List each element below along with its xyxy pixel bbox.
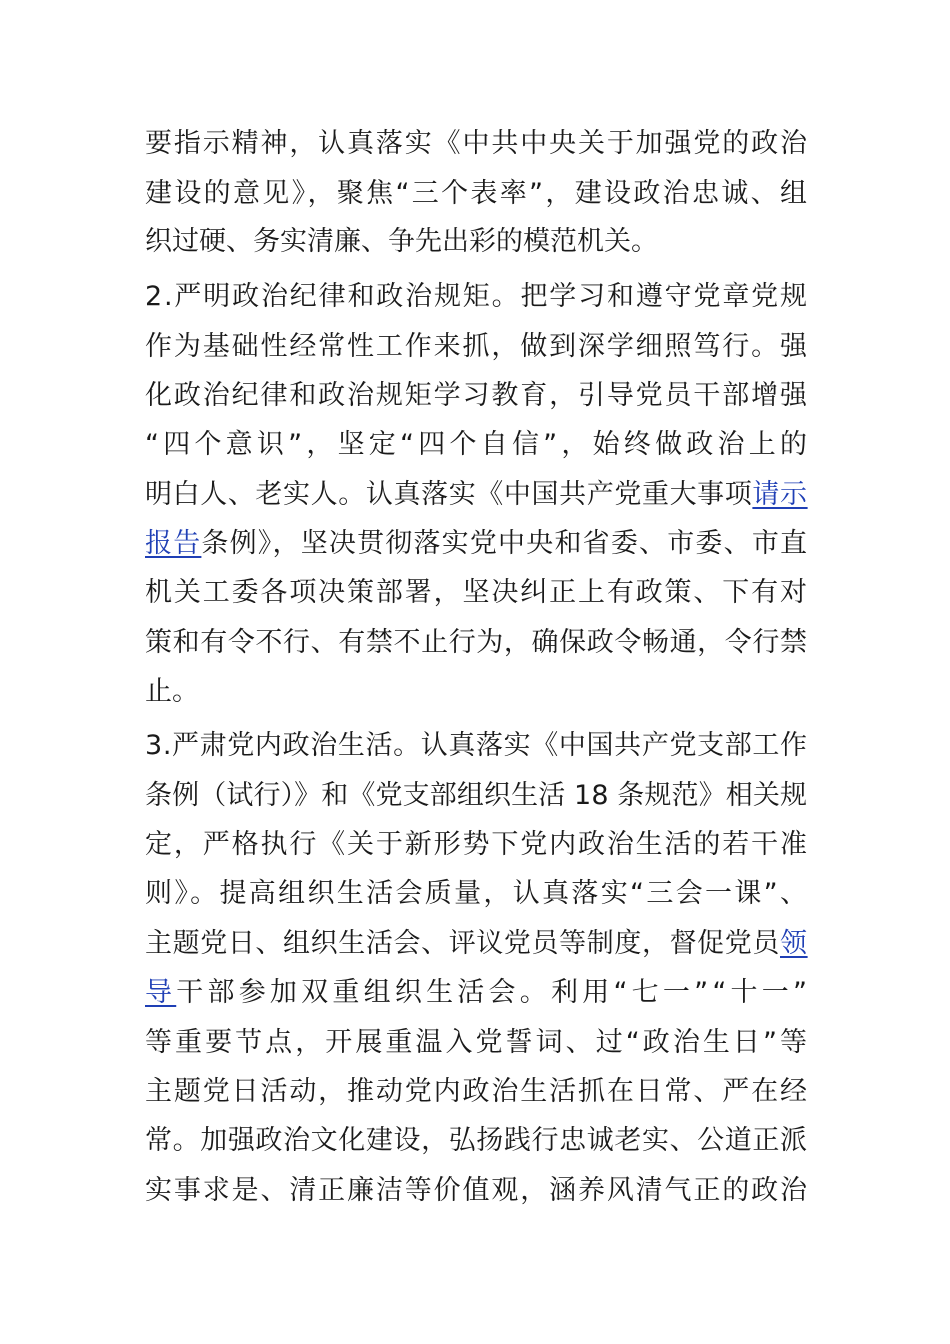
text-line bbox=[145, 573, 807, 613]
text-segment: 3.严肃党内政治生活。认真落实《中国共产党支部工作 bbox=[145, 730, 808, 761]
hyperlink[interactable]: 报告 bbox=[145, 528, 202, 559]
text-segment: 机关工委各项决策部署，坚决纠正上有政策、下有对 bbox=[145, 577, 809, 608]
text-segment: 策和有令不行、有禁不止行为，确保政令畅通，令行禁 bbox=[145, 627, 808, 658]
text-segment: 等重要节点，开展重温入党誓词、过“政治生日”等 bbox=[145, 1027, 811, 1058]
text-line bbox=[145, 376, 807, 416]
hyperlink[interactable]: 请示 bbox=[752, 479, 808, 510]
text-segment: 主题党日、组织生活会、评议党员等制度，督促党员 bbox=[145, 928, 780, 959]
text-segment: 2.严明政治纪律和政治规矩。把学习和遵守党章党规 bbox=[145, 281, 809, 312]
text-segment: 则》。提高组织生活会质量，认真落实“三会一课”、 bbox=[145, 878, 810, 909]
text-line bbox=[145, 1072, 807, 1112]
text-line bbox=[145, 776, 807, 816]
text-segment: 作为基础性经常性工作来抓，做到深学细照笃行。强 bbox=[145, 331, 809, 362]
text-segment: 明白人、老实人。认真落实《中国共产党重大事项 bbox=[145, 479, 753, 510]
text-segment: 化政治纪律和政治规矩学习教育，引导党员干部增强 bbox=[145, 380, 809, 411]
text-line bbox=[145, 672, 807, 712]
text-line bbox=[145, 327, 807, 367]
text-line bbox=[145, 1121, 807, 1161]
text-line bbox=[145, 825, 807, 865]
text-segment: 干部参加双重组织生活会。利用“七一”“十一” bbox=[176, 977, 812, 1008]
text-line bbox=[145, 124, 807, 164]
text-line bbox=[145, 623, 807, 663]
text-line bbox=[145, 425, 812, 465]
text-segment: 建设的意见》，聚焦“三个表率”，建设政治忠诚、组 bbox=[145, 178, 810, 209]
text-segment: 条例》，坚决贯彻落实党中央和省委、市委、市直 bbox=[201, 528, 809, 559]
text-line bbox=[145, 726, 807, 766]
text-line bbox=[145, 174, 810, 214]
text-line bbox=[145, 973, 812, 1013]
text-line bbox=[145, 222, 807, 262]
text-line bbox=[145, 924, 807, 964]
text-segment: 定，严格执行《关于新形势下党内政治生活的若干准 bbox=[145, 829, 809, 860]
text-segment: 条例（试行）》和《党支部组织生活 18 条规范》相关规 bbox=[145, 780, 808, 811]
text-line bbox=[145, 874, 810, 914]
text-segment: 止。 bbox=[145, 676, 199, 707]
text-segment: 织过硬、务实清廉、争先出彩的模范机关。 bbox=[145, 226, 658, 257]
text-line bbox=[145, 1023, 811, 1063]
text-line bbox=[145, 475, 807, 515]
text-segment: 常。加强政治文化建设，弘扬践行忠诚老实、公道正派 bbox=[145, 1125, 808, 1156]
text-line bbox=[145, 524, 807, 564]
text-segment: “四个意识”，坚定“四个自信”，始终做政治上的 bbox=[145, 429, 812, 460]
text-line bbox=[145, 277, 807, 317]
text-segment: 要指示精神，认真落实《中共中央关于加强党的政治 bbox=[145, 128, 809, 159]
text-line bbox=[145, 1171, 807, 1211]
text-segment: 实事求是、清正廉洁等价值观，涵养风清气正的政治 bbox=[145, 1175, 809, 1206]
hyperlink[interactable]: 导 bbox=[145, 977, 177, 1008]
text-segment: 主题党日活动，推动党内政治生活抓在日常、严在经 bbox=[145, 1076, 809, 1107]
hyperlink[interactable]: 领 bbox=[780, 928, 808, 959]
